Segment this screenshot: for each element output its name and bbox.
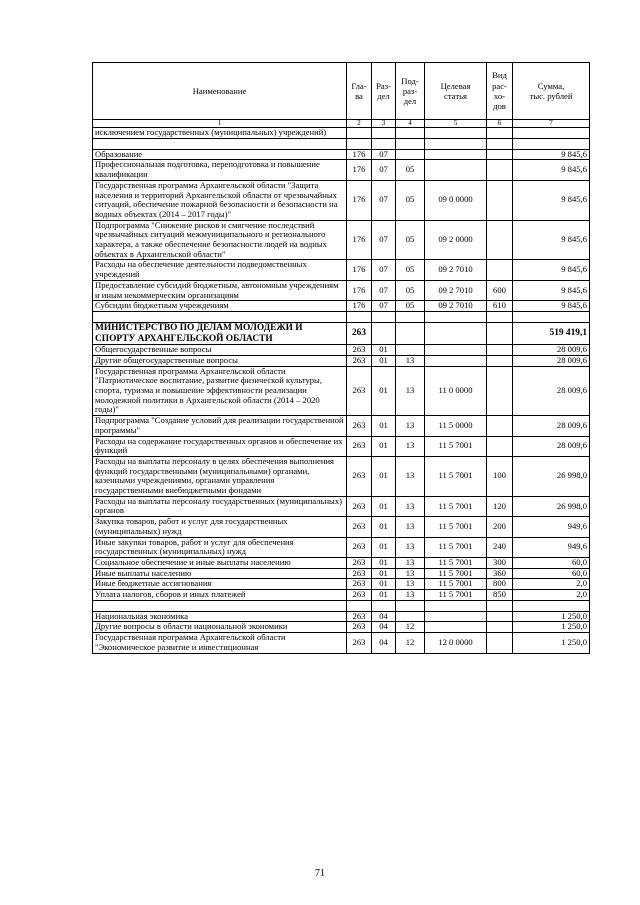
- header-subsection-text: Под- раз- дел: [401, 75, 419, 107]
- table-row: [93, 366, 590, 416]
- row-expense: [487, 355, 513, 366]
- row-section: 01: [372, 568, 396, 579]
- row-chapter: 263: [347, 537, 372, 557]
- row-amount: 28 009,6: [513, 416, 590, 436]
- row-target: 12 0 0000: [425, 633, 487, 653]
- row-section: 07: [372, 260, 396, 280]
- column-number: 4: [396, 120, 425, 128]
- row-subsection: 05: [396, 180, 425, 220]
- row-name: Иные выплаты населению: [93, 568, 347, 579]
- row-name: Предоставление субсидий бюджетным, автономным учреждениям и иным некоммерческим организациям: [93, 280, 347, 300]
- row-target: 11 5 7001: [425, 436, 487, 456]
- row-subsection: 13: [396, 537, 425, 557]
- table-row: [93, 149, 590, 160]
- row-target: [425, 611, 487, 622]
- table-row: [93, 611, 590, 622]
- row-target: [425, 128, 487, 139]
- column-number: 3: [372, 120, 396, 128]
- table-row: [93, 496, 590, 516]
- row-subsection: 05: [396, 280, 425, 300]
- row-name: Другие общегосударственные вопросы: [93, 355, 347, 366]
- row-amount: 2,0: [513, 590, 590, 601]
- row-subsection: 13: [396, 436, 425, 456]
- row-name: Расходы на обеспечение деятельности подведомственных учреждений: [93, 260, 347, 280]
- row-name: [93, 138, 347, 149]
- row-subsection: [396, 345, 425, 356]
- row-expense: [487, 600, 513, 611]
- row-section: 01: [372, 416, 396, 436]
- row-name: Государственная программа Архангельской области "Экономическое развитие и инвестиционная: [93, 633, 347, 653]
- row-section: 01: [372, 496, 396, 516]
- table-row: [93, 557, 590, 568]
- table-row: [93, 220, 590, 260]
- table-row: [93, 301, 590, 312]
- row-amount: 28 009,6: [513, 366, 590, 416]
- row-section: 01: [372, 537, 396, 557]
- table-row: [93, 579, 590, 590]
- empty-row: [93, 311, 590, 322]
- table-row: [93, 280, 590, 300]
- row-amount: 2,0: [513, 579, 590, 590]
- row-target: 09 0 0000: [425, 180, 487, 220]
- row-chapter: 263: [347, 345, 372, 356]
- table-row: [93, 355, 590, 366]
- row-name: Национальная экономика: [93, 611, 347, 622]
- row-amount: [513, 138, 590, 149]
- row-expense: [487, 138, 513, 149]
- row-target: [425, 322, 487, 344]
- row-subsection: 13: [396, 517, 425, 537]
- row-section: 01: [372, 366, 396, 416]
- row-subsection: 12: [396, 622, 425, 633]
- column-number: 2: [347, 120, 372, 128]
- table-row: [93, 517, 590, 537]
- row-name: Уплата налогов, сборов и иных платежей: [93, 590, 347, 601]
- row-target: 11 5 7001: [425, 590, 487, 601]
- row-name: МИНИСТЕРСТВО ПО ДЕЛАМ МОЛОДЕЖИ И СПОРТУ АРХАНГЕЛЬСКОЙ ОБЛАСТИ: [93, 322, 347, 344]
- row-target: 11 5 7001: [425, 568, 487, 579]
- row-target: [425, 622, 487, 633]
- row-subsection: [396, 128, 425, 139]
- row-name: Государственная программа Архангельской области "Защита населения и территорий Архангельской области от чрезвычайных ситуаций, обеспечение пожарной безопасности и безопасности на водных объектах (2014 – 2017 годы)": [93, 180, 347, 220]
- header-subsection: [396, 63, 425, 120]
- row-section: [372, 600, 396, 611]
- row-chapter: 263: [347, 622, 372, 633]
- table-row: [93, 456, 590, 496]
- table-row: [93, 537, 590, 557]
- table-row: [93, 416, 590, 436]
- row-chapter: 263: [347, 590, 372, 601]
- row-subsection: 13: [396, 557, 425, 568]
- row-amount: 9 845,6: [513, 160, 590, 180]
- row-chapter: 176: [347, 280, 372, 300]
- column-number-row: [93, 120, 590, 128]
- header-name-text: Наименование: [192, 85, 247, 96]
- row-subsection: 13: [396, 416, 425, 436]
- table-row: [93, 128, 590, 139]
- row-expense: [487, 180, 513, 220]
- row-section: 01: [372, 355, 396, 366]
- row-name: Подпрограмма "Создание условий для реализации государственной программы": [93, 416, 347, 436]
- row-amount: [513, 311, 590, 322]
- row-amount: 9 845,6: [513, 220, 590, 260]
- row-subsection: 13: [396, 579, 425, 590]
- table-row: [93, 436, 590, 456]
- page-number: 71: [315, 868, 325, 879]
- row-subsection: [396, 611, 425, 622]
- row-target: [425, 355, 487, 366]
- row-chapter: [347, 138, 372, 149]
- row-subsection: 13: [396, 355, 425, 366]
- row-expense: [487, 260, 513, 280]
- row-section: 01: [372, 456, 396, 496]
- row-chapter: 263: [347, 579, 372, 590]
- row-target: 09 2 7010: [425, 260, 487, 280]
- row-target: 11 5 7001: [425, 579, 487, 590]
- row-subsection: 12: [396, 633, 425, 653]
- column-number: 6: [487, 120, 513, 128]
- row-section: 04: [372, 633, 396, 653]
- row-section: 04: [372, 611, 396, 622]
- column-number: 1: [93, 120, 347, 128]
- row-expense: 240: [487, 537, 513, 557]
- row-amount: 28 009,6: [513, 355, 590, 366]
- header-chapter-text: Гла- ва: [351, 80, 367, 101]
- row-section: 07: [372, 301, 396, 312]
- row-chapter: 263: [347, 366, 372, 416]
- budget-table: [92, 62, 590, 654]
- row-name: Другие вопросы в области национальной экономики: [93, 622, 347, 633]
- header-section-text: Раз- дел: [376, 80, 391, 101]
- row-section: [372, 322, 396, 344]
- row-expense: [487, 149, 513, 160]
- row-chapter: 263: [347, 416, 372, 436]
- row-expense: [487, 633, 513, 653]
- table-row: [93, 322, 590, 344]
- row-target: [425, 160, 487, 180]
- row-target: 09 2 0000: [425, 220, 487, 260]
- header-expense-text: Вид рас- хо- дов: [492, 70, 507, 112]
- table-row: [93, 345, 590, 356]
- row-name: Иные бюджетные ассигнования: [93, 579, 347, 590]
- table-row: [93, 160, 590, 180]
- row-section: 01: [372, 579, 396, 590]
- row-expense: [487, 416, 513, 436]
- row-amount: 1 250,0: [513, 622, 590, 633]
- row-amount: 60,0: [513, 557, 590, 568]
- row-name: [93, 600, 347, 611]
- row-target: 09 2 7010: [425, 280, 487, 300]
- row-subsection: 13: [396, 568, 425, 579]
- row-expense: 610: [487, 301, 513, 312]
- row-chapter: 176: [347, 220, 372, 260]
- row-subsection: 13: [396, 590, 425, 601]
- row-target: 11 5 0000: [425, 416, 487, 436]
- row-target: 11 5 7001: [425, 496, 487, 516]
- row-section: 07: [372, 220, 396, 260]
- row-amount: 26 998,0: [513, 456, 590, 496]
- row-chapter: 263: [347, 322, 372, 344]
- row-target: 09 2 7010: [425, 301, 487, 312]
- row-amount: 9 845,6: [513, 260, 590, 280]
- row-target: 11 5 7001: [425, 456, 487, 496]
- row-name: Иные закупки товаров, работ и услуг для обеспечения государственных (муниципальных) нужд: [93, 537, 347, 557]
- row-section: 04: [372, 622, 396, 633]
- row-name: Закупка товаров, работ и услуг для государственных (муниципальных) нужд: [93, 517, 347, 537]
- row-chapter: 263: [347, 436, 372, 456]
- row-subsection: 13: [396, 496, 425, 516]
- row-amount: 28 009,6: [513, 345, 590, 356]
- row-subsection: 05: [396, 160, 425, 180]
- row-amount: 1 250,0: [513, 633, 590, 653]
- row-amount: 9 845,6: [513, 149, 590, 160]
- row-expense: 300: [487, 557, 513, 568]
- empty-row: [93, 600, 590, 611]
- row-amount: 9 845,6: [513, 180, 590, 220]
- row-chapter: 176: [347, 180, 372, 220]
- row-target: 11 5 7001: [425, 557, 487, 568]
- row-chapter: 176: [347, 160, 372, 180]
- row-subsection: 13: [396, 456, 425, 496]
- row-subsection: [396, 322, 425, 344]
- row-section: [372, 138, 396, 149]
- header-amount: [513, 63, 590, 120]
- row-chapter: 263: [347, 568, 372, 579]
- header-chapter: [347, 63, 372, 120]
- row-name: исключением государственных (муниципальных) учреждений): [93, 128, 347, 139]
- row-name: Образование: [93, 149, 347, 160]
- row-chapter: [347, 311, 372, 322]
- row-section: 01: [372, 436, 396, 456]
- table-row: [93, 260, 590, 280]
- row-expense: [487, 366, 513, 416]
- row-subsection: [396, 138, 425, 149]
- row-section: [372, 311, 396, 322]
- row-name: Расходы на выплаты персоналу государственных (муниципальных) органов: [93, 496, 347, 516]
- row-chapter: [347, 128, 372, 139]
- row-chapter: 263: [347, 557, 372, 568]
- row-subsection: 13: [396, 366, 425, 416]
- header-section: [372, 63, 396, 120]
- row-amount: [513, 128, 590, 139]
- row-expense: 600: [487, 280, 513, 300]
- row-expense: 100: [487, 456, 513, 496]
- column-number: 5: [425, 120, 487, 128]
- row-expense: [487, 345, 513, 356]
- header-target-text: Целевая статья: [440, 80, 471, 101]
- row-expense: 200: [487, 517, 513, 537]
- row-chapter: 176: [347, 149, 372, 160]
- row-chapter: [347, 600, 372, 611]
- row-expense: [487, 311, 513, 322]
- table-row: [93, 622, 590, 633]
- row-amount: 949,6: [513, 537, 590, 557]
- row-chapter: 263: [347, 456, 372, 496]
- row-name: Подпрограмма "Снижение рисков и смягчение последствий чрезвычайных ситуаций межмуниципального и регионального характера, а также обеспечение безопасности людей на водных объектах в Архангельской области": [93, 220, 347, 260]
- table-row: [93, 180, 590, 220]
- row-expense: 120: [487, 496, 513, 516]
- row-subsection: [396, 311, 425, 322]
- header-expense: [487, 63, 513, 120]
- row-name: Профессиональная подготовка, переподготовка и повышение квалификации: [93, 160, 347, 180]
- table-body: [93, 128, 590, 654]
- row-amount: 1 250,0: [513, 611, 590, 622]
- row-chapter: 263: [347, 611, 372, 622]
- row-amount: 9 845,6: [513, 301, 590, 312]
- row-subsection: 05: [396, 220, 425, 260]
- row-chapter: 263: [347, 633, 372, 653]
- row-expense: [487, 128, 513, 139]
- row-target: 11 5 7001: [425, 517, 487, 537]
- row-chapter: 176: [347, 301, 372, 312]
- row-target: 11 0 0000: [425, 366, 487, 416]
- row-name: Субсидии бюджетным учреждениям: [93, 301, 347, 312]
- row-name: Расходы на выплаты персоналу в целях обеспечения выполнения функций государственными (муниципальными) органами, казенными учреждениями, органами управления государственными внебюджетными фондами: [93, 456, 347, 496]
- row-subsection: [396, 600, 425, 611]
- row-section: 07: [372, 149, 396, 160]
- row-expense: [487, 611, 513, 622]
- row-amount: 519 419,1: [513, 322, 590, 344]
- row-amount: 28 009,6: [513, 436, 590, 456]
- row-target: [425, 345, 487, 356]
- row-chapter: 263: [347, 496, 372, 516]
- row-section: 01: [372, 557, 396, 568]
- row-target: [425, 138, 487, 149]
- row-amount: 9 845,6: [513, 280, 590, 300]
- row-amount: 949,6: [513, 517, 590, 537]
- table-row: [93, 590, 590, 601]
- row-expense: [487, 160, 513, 180]
- row-amount: 60,0: [513, 568, 590, 579]
- row-name: Государственная программа Архангельской области "Патриотическое воспитание, развитие физической культуры, спорта, туризма и повышение эффективности реализации молодежной политики в Архангельской области (2014 – 2020 годы)": [93, 366, 347, 416]
- row-subsection: 05: [396, 301, 425, 312]
- row-subsection: [396, 149, 425, 160]
- row-amount: 26 998,0: [513, 496, 590, 516]
- row-section: 07: [372, 280, 396, 300]
- row-name: Социальное обеспечение и иные выплаты населению: [93, 557, 347, 568]
- row-expense: 800: [487, 579, 513, 590]
- row-expense: 360: [487, 568, 513, 579]
- row-expense: [487, 322, 513, 344]
- row-section: 07: [372, 180, 396, 220]
- table-row: [93, 633, 590, 653]
- header-target: [425, 63, 487, 120]
- row-expense: [487, 436, 513, 456]
- row-section: [372, 128, 396, 139]
- row-expense: [487, 622, 513, 633]
- column-number: 7: [513, 120, 590, 128]
- row-section: 01: [372, 590, 396, 601]
- row-section: 07: [372, 160, 396, 180]
- row-name: Общегосударственные вопросы: [93, 345, 347, 356]
- row-subsection: 05: [396, 260, 425, 280]
- row-target: [425, 149, 487, 160]
- row-amount: [513, 600, 590, 611]
- row-chapter: 263: [347, 517, 372, 537]
- empty-row: [93, 138, 590, 149]
- row-target: [425, 600, 487, 611]
- header-name: [93, 63, 347, 120]
- row-target: 11 5 7001: [425, 537, 487, 557]
- table-row: [93, 568, 590, 579]
- row-section: 01: [372, 517, 396, 537]
- row-section: 01: [372, 345, 396, 356]
- row-expense: [487, 220, 513, 260]
- row-expense: 850: [487, 590, 513, 601]
- header-amount-text: Сумма, тыс. рублей: [529, 80, 573, 101]
- row-target: [425, 311, 487, 322]
- row-name: [93, 311, 347, 322]
- row-chapter: 176: [347, 260, 372, 280]
- row-name: Расходы на содержание государственных органов и обеспечение их функций: [93, 436, 347, 456]
- row-chapter: 263: [347, 355, 372, 366]
- header-row: [93, 63, 590, 120]
